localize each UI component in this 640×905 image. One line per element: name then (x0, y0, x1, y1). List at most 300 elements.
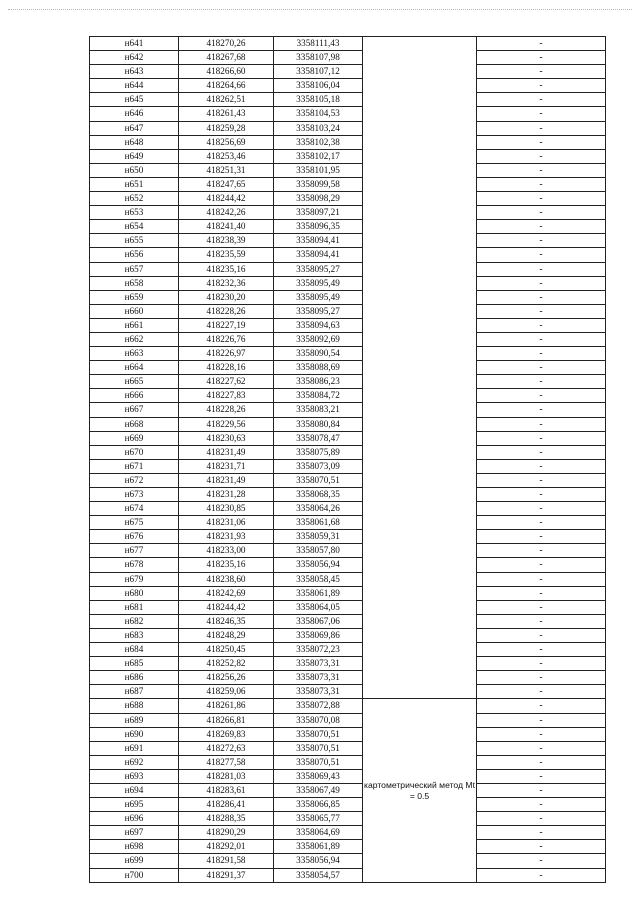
table-row (90, 798, 606, 812)
x-coordinate-cell: 418242,69 (179, 586, 274, 600)
error-cell: - (477, 79, 606, 93)
table-row (90, 628, 606, 642)
error-cell: - (477, 417, 606, 431)
error-cell: - (477, 262, 606, 276)
x-coordinate-cell: 418235,59 (179, 248, 274, 262)
error-cell: - (477, 318, 606, 332)
x-coordinate-cell: 418291,58 (179, 854, 274, 868)
error-cell: - (477, 65, 606, 79)
y-coordinate-cell: 3358092,69 (274, 332, 363, 346)
scan-top-edge (8, 9, 632, 10)
table-row (90, 727, 606, 741)
point-id-cell: н646 (90, 107, 179, 121)
error-cell: - (477, 121, 606, 135)
x-coordinate-cell: 418270,26 (179, 37, 274, 51)
point-id-cell: н681 (90, 600, 179, 614)
error-cell: - (477, 431, 606, 445)
y-coordinate-cell: 3358064,05 (274, 600, 363, 614)
y-coordinate-cell: 3358107,12 (274, 65, 363, 79)
error-cell: - (477, 220, 606, 234)
y-coordinate-cell: 3358073,31 (274, 685, 363, 699)
point-id-cell: н666 (90, 389, 179, 403)
x-coordinate-cell: 418238,39 (179, 234, 274, 248)
error-cell: - (477, 135, 606, 149)
error-cell: - (477, 812, 606, 826)
y-coordinate-cell: 3358096,35 (274, 220, 363, 234)
y-coordinate-cell: 3358078,47 (274, 431, 363, 445)
point-id-cell: н684 (90, 643, 179, 657)
x-coordinate-cell: 418231,06 (179, 516, 274, 530)
error-cell: - (477, 488, 606, 502)
x-coordinate-cell: 418232,36 (179, 276, 274, 290)
x-coordinate-cell: 418235,16 (179, 558, 274, 572)
table-row (90, 699, 606, 713)
point-id-cell: н641 (90, 37, 179, 51)
table-row (90, 79, 606, 93)
point-id-cell: н685 (90, 657, 179, 671)
point-id-cell: н693 (90, 769, 179, 783)
error-cell: - (477, 727, 606, 741)
x-coordinate-cell: 418290,29 (179, 826, 274, 840)
y-coordinate-cell: 3358088,69 (274, 361, 363, 375)
y-coordinate-cell: 3358061,89 (274, 586, 363, 600)
table-row (90, 389, 606, 403)
error-cell: - (477, 643, 606, 657)
x-coordinate-cell: 418235,16 (179, 262, 274, 276)
table-row (90, 755, 606, 769)
point-id-cell: н695 (90, 798, 179, 812)
error-cell: - (477, 445, 606, 459)
x-coordinate-cell: 418292,01 (179, 840, 274, 854)
table-row (90, 445, 606, 459)
table-row (90, 192, 606, 206)
point-id-cell: н694 (90, 783, 179, 797)
y-coordinate-cell: 3358064,69 (274, 826, 363, 840)
point-id-cell: н689 (90, 713, 179, 727)
y-coordinate-cell: 3358095,49 (274, 290, 363, 304)
error-cell: - (477, 502, 606, 516)
point-id-cell: н669 (90, 431, 179, 445)
error-cell: - (477, 826, 606, 840)
table-row (90, 93, 606, 107)
x-coordinate-cell: 418230,85 (179, 502, 274, 516)
x-coordinate-cell: 418228,26 (179, 403, 274, 417)
x-coordinate-cell: 418226,97 (179, 347, 274, 361)
table-row (90, 643, 606, 657)
point-id-cell: н680 (90, 586, 179, 600)
x-coordinate-cell: 418231,71 (179, 459, 274, 473)
x-coordinate-cell: 418231,93 (179, 530, 274, 544)
y-coordinate-cell: 3358061,89 (274, 840, 363, 854)
error-cell: - (477, 516, 606, 530)
x-coordinate-cell: 418253,46 (179, 149, 274, 163)
error-cell: - (477, 473, 606, 487)
error-cell: - (477, 37, 606, 51)
point-id-cell: н683 (90, 628, 179, 642)
error-cell: - (477, 192, 606, 206)
table-row (90, 544, 606, 558)
y-coordinate-cell: 3358104,53 (274, 107, 363, 121)
x-coordinate-cell: 418272,63 (179, 741, 274, 755)
y-coordinate-cell: 3358058,45 (274, 572, 363, 586)
error-cell: - (477, 248, 606, 262)
y-coordinate-cell: 3358094,41 (274, 234, 363, 248)
x-coordinate-cell: 418259,28 (179, 121, 274, 135)
table-row (90, 347, 606, 361)
table-row (90, 741, 606, 755)
point-id-cell: н661 (90, 318, 179, 332)
table-row (90, 868, 606, 882)
error-cell: - (477, 234, 606, 248)
point-id-cell: н660 (90, 304, 179, 318)
x-coordinate-cell: 418267,68 (179, 51, 274, 65)
error-cell: - (477, 544, 606, 558)
point-id-cell: н686 (90, 671, 179, 685)
table-row (90, 304, 606, 318)
x-coordinate-cell: 418230,63 (179, 431, 274, 445)
x-coordinate-cell: 418248,29 (179, 628, 274, 642)
y-coordinate-cell: 3358069,43 (274, 769, 363, 783)
point-id-cell: н665 (90, 375, 179, 389)
table-row (90, 502, 606, 516)
point-id-cell: н662 (90, 332, 179, 346)
x-coordinate-cell: 418266,60 (179, 65, 274, 79)
y-coordinate-cell: 3358111,43 (274, 37, 363, 51)
x-coordinate-cell: 418251,31 (179, 163, 274, 177)
error-cell: - (477, 149, 606, 163)
table-row (90, 107, 606, 121)
point-id-cell: н688 (90, 699, 179, 713)
y-coordinate-cell: 3358066,85 (274, 798, 363, 812)
error-cell: - (477, 685, 606, 699)
point-id-cell: н645 (90, 93, 179, 107)
point-id-cell: н653 (90, 206, 179, 220)
table-row (90, 177, 606, 191)
point-id-cell: н697 (90, 826, 179, 840)
y-coordinate-cell: 3358068,35 (274, 488, 363, 502)
x-coordinate-cell: 418227,62 (179, 375, 274, 389)
y-coordinate-cell: 3358101,95 (274, 163, 363, 177)
point-id-cell: н657 (90, 262, 179, 276)
x-coordinate-cell: 418228,26 (179, 304, 274, 318)
error-cell: - (477, 868, 606, 882)
error-cell: - (477, 572, 606, 586)
y-coordinate-cell: 3358084,72 (274, 389, 363, 403)
method-cell: картометрический метод Mt = 0.5 (363, 699, 477, 882)
table-row (90, 600, 606, 614)
x-coordinate-cell: 418230,20 (179, 290, 274, 304)
x-coordinate-cell: 418256,26 (179, 671, 274, 685)
y-coordinate-cell: 3358075,89 (274, 445, 363, 459)
error-cell: - (477, 614, 606, 628)
table-row (90, 572, 606, 586)
point-id-cell: н647 (90, 121, 179, 135)
x-coordinate-cell: 418246,35 (179, 614, 274, 628)
point-id-cell: н652 (90, 192, 179, 206)
x-coordinate-cell: 418231,28 (179, 488, 274, 502)
table-row (90, 290, 606, 304)
point-id-cell: н700 (90, 868, 179, 882)
table-row (90, 121, 606, 135)
error-cell: - (477, 840, 606, 854)
point-id-cell: н678 (90, 558, 179, 572)
x-coordinate-cell: 418229,56 (179, 417, 274, 431)
point-id-cell: н651 (90, 177, 179, 191)
x-coordinate-cell: 418262,51 (179, 93, 274, 107)
error-cell: - (477, 769, 606, 783)
x-coordinate-cell: 418286,41 (179, 798, 274, 812)
error-cell: - (477, 276, 606, 290)
y-coordinate-cell: 3358070,51 (274, 741, 363, 755)
y-coordinate-cell: 3358070,08 (274, 713, 363, 727)
table-row (90, 769, 606, 783)
point-id-cell: н654 (90, 220, 179, 234)
error-cell: - (477, 375, 606, 389)
x-coordinate-cell: 418277,58 (179, 755, 274, 769)
y-coordinate-cell: 3358072,88 (274, 699, 363, 713)
x-coordinate-cell: 418261,86 (179, 699, 274, 713)
y-coordinate-cell: 3358103,24 (274, 121, 363, 135)
x-coordinate-cell: 418231,49 (179, 445, 274, 459)
point-id-cell: н696 (90, 812, 179, 826)
point-id-cell: н643 (90, 65, 179, 79)
point-id-cell: н690 (90, 727, 179, 741)
y-coordinate-cell: 3358070,51 (274, 755, 363, 769)
error-cell: - (477, 558, 606, 572)
table-row (90, 65, 606, 79)
point-id-cell: н663 (90, 347, 179, 361)
error-cell: - (477, 459, 606, 473)
error-cell: - (477, 671, 606, 685)
error-cell: - (477, 361, 606, 375)
table-row (90, 854, 606, 868)
point-id-cell: н674 (90, 502, 179, 516)
x-coordinate-cell: 418281,03 (179, 769, 274, 783)
x-coordinate-cell: 418228,16 (179, 361, 274, 375)
table-row (90, 840, 606, 854)
y-coordinate-cell: 3358067,06 (274, 614, 363, 628)
error-cell: - (477, 713, 606, 727)
point-id-cell: н656 (90, 248, 179, 262)
x-coordinate-cell: 418264,66 (179, 79, 274, 93)
x-coordinate-cell: 418231,49 (179, 473, 274, 487)
x-coordinate-cell: 418261,43 (179, 107, 274, 121)
point-id-cell: н667 (90, 403, 179, 417)
table-row (90, 248, 606, 262)
y-coordinate-cell: 3358102,17 (274, 149, 363, 163)
error-cell: - (477, 206, 606, 220)
x-coordinate-cell: 418252,82 (179, 657, 274, 671)
y-coordinate-cell: 3358070,51 (274, 727, 363, 741)
y-coordinate-cell: 3358095,27 (274, 262, 363, 276)
x-coordinate-cell: 418269,83 (179, 727, 274, 741)
y-coordinate-cell: 3358070,51 (274, 473, 363, 487)
point-id-cell: н670 (90, 445, 179, 459)
point-id-cell: н691 (90, 741, 179, 755)
table-row (90, 783, 606, 797)
error-cell: - (477, 347, 606, 361)
y-coordinate-cell: 3358086,23 (274, 375, 363, 389)
table-row (90, 812, 606, 826)
table-row (90, 614, 606, 628)
point-id-cell: н687 (90, 685, 179, 699)
table-row (90, 558, 606, 572)
x-coordinate-cell: 418244,42 (179, 192, 274, 206)
table-row (90, 206, 606, 220)
error-cell: - (477, 657, 606, 671)
point-id-cell: н698 (90, 840, 179, 854)
x-coordinate-cell: 418266,81 (179, 713, 274, 727)
table-row (90, 220, 606, 234)
y-coordinate-cell: 3358083,21 (274, 403, 363, 417)
error-cell: - (477, 783, 606, 797)
table-row (90, 657, 606, 671)
point-id-cell: н676 (90, 530, 179, 544)
point-id-cell: н677 (90, 544, 179, 558)
x-coordinate-cell: 418256,69 (179, 135, 274, 149)
x-coordinate-cell: 418283,61 (179, 783, 274, 797)
error-cell: - (477, 755, 606, 769)
error-cell: - (477, 332, 606, 346)
y-coordinate-cell: 3358057,80 (274, 544, 363, 558)
y-coordinate-cell: 3358061,68 (274, 516, 363, 530)
table-row (90, 163, 606, 177)
x-coordinate-cell: 418226,76 (179, 332, 274, 346)
table-row (90, 473, 606, 487)
error-cell: - (477, 93, 606, 107)
point-id-cell: н682 (90, 614, 179, 628)
table-row (90, 417, 606, 431)
x-coordinate-cell: 418250,45 (179, 643, 274, 657)
x-coordinate-cell: 418291,37 (179, 868, 274, 882)
y-coordinate-cell: 3358067,49 (274, 783, 363, 797)
method-cell-empty (363, 37, 477, 699)
point-id-cell: н649 (90, 149, 179, 163)
point-id-cell: н692 (90, 755, 179, 769)
table-row (90, 234, 606, 248)
point-id-cell: н664 (90, 361, 179, 375)
error-cell: - (477, 304, 606, 318)
point-id-cell: н658 (90, 276, 179, 290)
table-row (90, 37, 606, 51)
table-row (90, 488, 606, 502)
y-coordinate-cell: 3358094,63 (274, 318, 363, 332)
y-coordinate-cell: 3358097,21 (274, 206, 363, 220)
error-cell: - (477, 389, 606, 403)
x-coordinate-cell: 418233,00 (179, 544, 274, 558)
error-cell: - (477, 163, 606, 177)
y-coordinate-cell: 3358073,31 (274, 657, 363, 671)
x-coordinate-cell: 418238,60 (179, 572, 274, 586)
y-coordinate-cell: 3358072,23 (274, 643, 363, 657)
error-cell: - (477, 798, 606, 812)
x-coordinate-cell: 418227,83 (179, 389, 274, 403)
x-coordinate-cell: 418244,42 (179, 600, 274, 614)
table-row (90, 332, 606, 346)
y-coordinate-cell: 3358069,86 (274, 628, 363, 642)
error-cell: - (477, 628, 606, 642)
y-coordinate-cell: 3358105,18 (274, 93, 363, 107)
point-id-cell: н659 (90, 290, 179, 304)
error-cell: - (477, 854, 606, 868)
coordinates-table (89, 36, 606, 883)
y-coordinate-cell: 3358056,94 (274, 558, 363, 572)
point-id-cell: н648 (90, 135, 179, 149)
table-row (90, 403, 606, 417)
table-row (90, 459, 606, 473)
error-cell: - (477, 699, 606, 713)
y-coordinate-cell: 3358080,84 (274, 417, 363, 431)
table-row (90, 671, 606, 685)
error-cell: - (477, 530, 606, 544)
y-coordinate-cell: 3358073,31 (274, 671, 363, 685)
x-coordinate-cell: 418242,26 (179, 206, 274, 220)
error-cell: - (477, 586, 606, 600)
y-coordinate-cell: 3358095,49 (274, 276, 363, 290)
error-cell: - (477, 51, 606, 65)
table-row (90, 318, 606, 332)
y-coordinate-cell: 3358065,77 (274, 812, 363, 826)
table-row (90, 361, 606, 375)
table-row (90, 586, 606, 600)
y-coordinate-cell: 3358056,94 (274, 854, 363, 868)
error-cell: - (477, 600, 606, 614)
table-row (90, 685, 606, 699)
table-row (90, 713, 606, 727)
y-coordinate-cell: 3358098,29 (274, 192, 363, 206)
x-coordinate-cell: 418288,35 (179, 812, 274, 826)
table-row (90, 516, 606, 530)
error-cell: - (477, 177, 606, 191)
coordinates-table-body (90, 37, 606, 883)
x-coordinate-cell: 418247,65 (179, 177, 274, 191)
table-row (90, 431, 606, 445)
y-coordinate-cell: 3358094,41 (274, 248, 363, 262)
point-id-cell: н668 (90, 417, 179, 431)
y-coordinate-cell: 3358054,57 (274, 868, 363, 882)
point-id-cell: н650 (90, 163, 179, 177)
table-row (90, 262, 606, 276)
y-coordinate-cell: 3358059,31 (274, 530, 363, 544)
point-id-cell: н672 (90, 473, 179, 487)
error-cell: - (477, 290, 606, 304)
x-coordinate-cell: 418259,06 (179, 685, 274, 699)
point-id-cell: н644 (90, 79, 179, 93)
point-id-cell: н679 (90, 572, 179, 586)
point-id-cell: н655 (90, 234, 179, 248)
y-coordinate-cell: 3358102,38 (274, 135, 363, 149)
x-coordinate-cell: 418241,40 (179, 220, 274, 234)
error-cell: - (477, 403, 606, 417)
table-row (90, 135, 606, 149)
y-coordinate-cell: 3358099,58 (274, 177, 363, 191)
table-row (90, 51, 606, 65)
point-id-cell: н673 (90, 488, 179, 502)
point-id-cell: н675 (90, 516, 179, 530)
table-row (90, 276, 606, 290)
x-coordinate-cell: 418227,19 (179, 318, 274, 332)
table-row (90, 375, 606, 389)
point-id-cell: н671 (90, 459, 179, 473)
point-id-cell: н699 (90, 854, 179, 868)
error-cell: - (477, 741, 606, 755)
table-row (90, 149, 606, 163)
y-coordinate-cell: 3358090,54 (274, 347, 363, 361)
y-coordinate-cell: 3358064,26 (274, 502, 363, 516)
table-row (90, 826, 606, 840)
point-id-cell: н642 (90, 51, 179, 65)
y-coordinate-cell: 3358106,04 (274, 79, 363, 93)
